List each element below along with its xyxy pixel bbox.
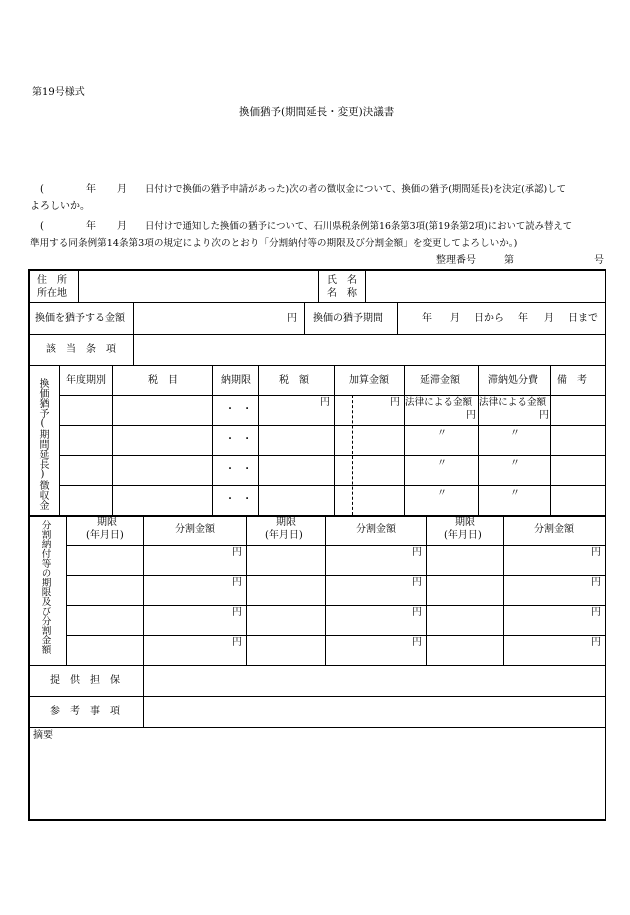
- installment-deadline-header-1: 期限: [97, 517, 117, 528]
- period-from-day: 日から: [474, 313, 504, 324]
- period-to-day: 日まで: [568, 313, 598, 324]
- applicable-clause-label: 該 当 条 項: [46, 344, 116, 355]
- levy-row-delinquency-ditto: 〃: [437, 458, 447, 469]
- levy-side-label: 換価猶予(期間延長)徴収金: [37, 378, 48, 510]
- reference-notes-field[interactable]: [145, 698, 603, 726]
- col-payment-deadline: 納期限: [221, 375, 251, 386]
- deferred-amount-label: 換価を猶予する金額: [35, 313, 125, 324]
- para2-open-paren: (: [40, 221, 44, 232]
- applicable-clause-field[interactable]: [135, 336, 603, 364]
- location-label: 所在地: [37, 288, 67, 299]
- levy-row-disposition-yen: 円: [539, 410, 549, 421]
- col-additional-amount: 加算金額: [349, 375, 389, 386]
- installment-deadline-header-2-sub: (年月日): [265, 530, 303, 541]
- period-to-month: 月: [544, 313, 554, 324]
- installment-yen: 円: [412, 547, 422, 558]
- para1-text: 日付けで換価の猶予申請があった)次の者の徴収金について、換価の猶予(期間延長)を決定(承認)して: [145, 184, 566, 195]
- levy-row-tax-yen: 円: [320, 397, 330, 408]
- levy-row-disposition-ditto: 〃: [510, 458, 520, 469]
- installment-yen: 円: [412, 607, 422, 618]
- installment-deadline-header-3: 期限: [455, 517, 475, 528]
- deferred-amount-yen: 円: [287, 313, 297, 324]
- para2-text: 日付けで通知した換価の猶予について、石川県税条例第16条第3項(第19条第2項)において読み替えて: [145, 221, 573, 232]
- installment-yen: 円: [591, 547, 601, 558]
- levy-row-delinquency-legal: 法律による金額: [405, 397, 473, 408]
- installment-yen: 円: [412, 577, 422, 588]
- levy-row-delinquency-ditto: 〃: [437, 428, 447, 439]
- para2-line2: 準用する同条例第14条第3項の規定により次のとおり「分割納付等の期限及び分割金額」を変更してよろしいか。): [30, 238, 518, 249]
- installment-yen: 円: [412, 637, 422, 648]
- para2-year: 年: [86, 221, 96, 232]
- summary-field[interactable]: [30, 745, 603, 817]
- address-field[interactable]: [80, 271, 317, 301]
- collateral-label: 提 供 担 保: [50, 675, 120, 686]
- levy-row-deadline-dots: ・ ・: [225, 434, 255, 445]
- address-label: 住 所: [37, 275, 67, 286]
- reference-number-mid: 第: [504, 255, 514, 266]
- para1-open-paren: (: [40, 184, 44, 195]
- para2-month: 月: [117, 221, 127, 232]
- reference-number-label: 整理番号: [436, 255, 476, 266]
- col-delinquency-amount: 延滞金額: [420, 375, 460, 386]
- installment-yen: 円: [591, 637, 601, 648]
- installment-deadline-header-2: 期限: [276, 517, 296, 528]
- period-to-year: 年: [518, 313, 528, 324]
- installment-yen: 円: [232, 547, 242, 558]
- name-label: 氏 名: [327, 275, 357, 286]
- installment-amount-header-1: 分割金額: [175, 524, 215, 535]
- levy-row-disposition-ditto: 〃: [510, 488, 520, 499]
- deferral-period-label: 換価の猶予期間: [313, 313, 383, 324]
- installment-yen: 円: [232, 637, 242, 648]
- installment-amount-header-3: 分割金額: [534, 524, 574, 535]
- levy-row-disposition-legal: 法律による金額: [479, 397, 547, 408]
- installment-yen: 円: [232, 577, 242, 588]
- installment-yen: 円: [591, 607, 601, 618]
- levy-row-delinquency-ditto: 〃: [437, 488, 447, 499]
- document-title: 換価猶予(期間延長・変更)決議書: [239, 106, 395, 118]
- col-fiscal-period: 年度期別: [66, 375, 106, 386]
- col-tax-amount: 税 額: [279, 375, 309, 386]
- deferred-amount-field[interactable]: [135, 304, 303, 333]
- summary-label: 摘要: [33, 730, 53, 741]
- para1-month: 月: [117, 184, 127, 195]
- name-field[interactable]: [367, 271, 603, 301]
- levy-row-disposition-ditto: 〃: [510, 428, 520, 439]
- installment-amount-header-2: 分割金額: [356, 524, 396, 535]
- col-disposition-cost: 滞納処分費: [488, 375, 538, 386]
- col-remarks: 備 考: [557, 375, 587, 386]
- installment-deadline-header-1-sub: (年月日): [86, 530, 124, 541]
- levy-row-delinquency-yen: 円: [466, 410, 476, 421]
- levy-row-deadline-dots: ・ ・: [225, 494, 255, 505]
- installment-yen: 円: [232, 607, 242, 618]
- period-from-year: 年: [422, 313, 432, 324]
- installment-yen: 円: [591, 577, 601, 588]
- para1-year: 年: [86, 184, 96, 195]
- reference-notes-label: 参 考 事 項: [50, 706, 120, 717]
- levy-row-deadline-dots: ・ ・: [225, 464, 255, 475]
- title-label: 名 称: [327, 288, 357, 299]
- col-tax-item: 税 目: [148, 375, 178, 386]
- levy-row-deadline-dots: ・ ・: [225, 404, 255, 415]
- reference-number-suffix: 号: [594, 255, 604, 266]
- period-from-month: 月: [450, 313, 460, 324]
- installment-deadline-header-3-sub: (年月日): [444, 530, 482, 541]
- levy-row-additional-yen: 円: [390, 397, 400, 408]
- para1-line2: よろしいか。: [30, 201, 90, 212]
- installment-side-label: 分割納付等の期限及び分割金額: [39, 520, 51, 655]
- collateral-field[interactable]: [145, 667, 603, 695]
- form-number: 第19号様式: [32, 87, 85, 98]
